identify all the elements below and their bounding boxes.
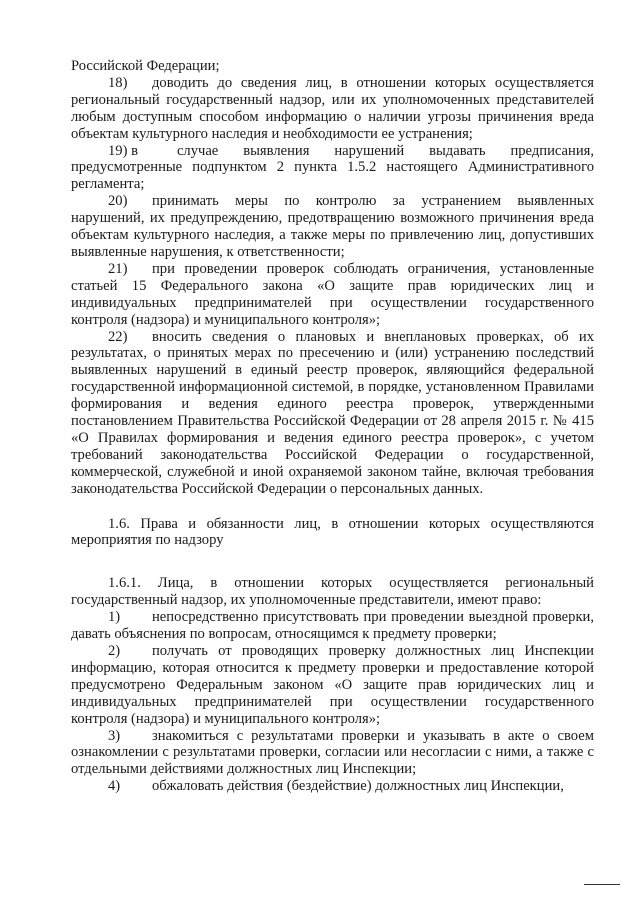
item-19-text: случае выявления нарушений выдавать предписания, предусмотренные подпунктом 2 пункта 1.5.2 настоящего Административного регламента;	[71, 142, 594, 193]
right-2-text: получать от проводящих проверку должностных лиц Инспекции информацию, которая относится к предмету проверки и предоставление которой предусмотрено Федеральным законом «О защите прав юридических лиц и индивидуальных предпринимателей при осуществлении государственного контроля (надзора) и муниципального контроля»;	[71, 643, 594, 727]
item-20	[71, 193, 594, 261]
footer-rule	[584, 884, 620, 885]
item-18-text: доводить до сведения лиц, в отношении которых осуществляется региональный государственный надзор, или их уполномоченных представителей любым доступным способом информацию о наличии угрозы причинения вреда объектам культурного наследия и необходимости ее устранения;	[71, 74, 594, 142]
item-22	[71, 329, 594, 498]
continuation-line: Российской Федерации;	[71, 58, 220, 74]
right-1-number: 1)	[108, 609, 121, 626]
item-20-number: 20)	[108, 193, 128, 210]
item-18-number: 18)	[108, 74, 128, 91]
clause-1-6-1: 1.6.1. Лица, в отношении которых осуществляется региональный государственный надзор, их уполномоченные представители, имеют право:	[71, 575, 594, 609]
document-page	[71, 58, 594, 795]
right-3-text: знакомиться с результатами проверки и указывать в акте о своем ознакомлении с результатами проверки, согласии или несогласии с ними, а также с отдельными действиями должностных лиц Инспекции;	[71, 727, 594, 778]
right-3-number: 3)	[108, 727, 121, 744]
right-4-text: обжаловать действия (бездействие) должностных лиц Инспекции,	[152, 778, 564, 795]
item-21	[71, 261, 594, 329]
right-3	[71, 728, 594, 779]
item-21-text: при проведении проверок соблюдать ограничения, установленные статьей 15 Федерального закона «О защите прав юридических лиц и индивидуальных предпринимателей при осуществлении государственного контроля (надзора) и муниципального контроля»;	[71, 260, 594, 328]
right-1	[71, 609, 594, 643]
item-22-text: вносить сведения о плановых и внеплановых проверках, об их результатах, о принятых мерах по пресечению и (или) устранению последствий выявленных нарушений в единый реестр проверок, являющийся федеральной государственной информационной системой, в порядке, установленном Правилами формирования и ведения единого реестра проверок, утвержденными постановлением Правительства Российской Федерации от 28 апреля 2015 г. № 415 «О Правилах формирования и ведения единого реестра проверок», с учетом требований законодательства Российской Федерации о государственной, коммерческой, служебной и иной охраняемой законом тайне, включая требования законодательства Российской Федерации о персональных данных.	[71, 328, 594, 497]
item-20-text: принимать меры по контролю за устранением выявленных нарушений, их предупреждению, предотвращению возможного причинения вреда объектам культурного наследия, а также меры по привлечению лиц, допустивших выявленные нарушения, к ответственности;	[71, 193, 594, 260]
item-21-number: 21)	[108, 260, 128, 277]
item-19-number: 19) в	[108, 142, 138, 159]
right-4	[71, 778, 594, 795]
item-18	[71, 75, 594, 143]
right-2	[71, 643, 594, 728]
item-19	[71, 143, 594, 194]
right-1-text: непосредственно присутствовать при проведении выездной проверки, давать объяснения по вопросам, относящимся к предмету проверки;	[71, 609, 594, 643]
item-22-number: 22)	[108, 328, 128, 345]
right-4-number: 4)	[108, 778, 121, 795]
section-heading-1-6: 1.6. Права и обязанности лиц, в отношении которых осуществляются мероприятия по надзору	[71, 515, 594, 549]
right-2-number: 2)	[108, 643, 121, 659]
